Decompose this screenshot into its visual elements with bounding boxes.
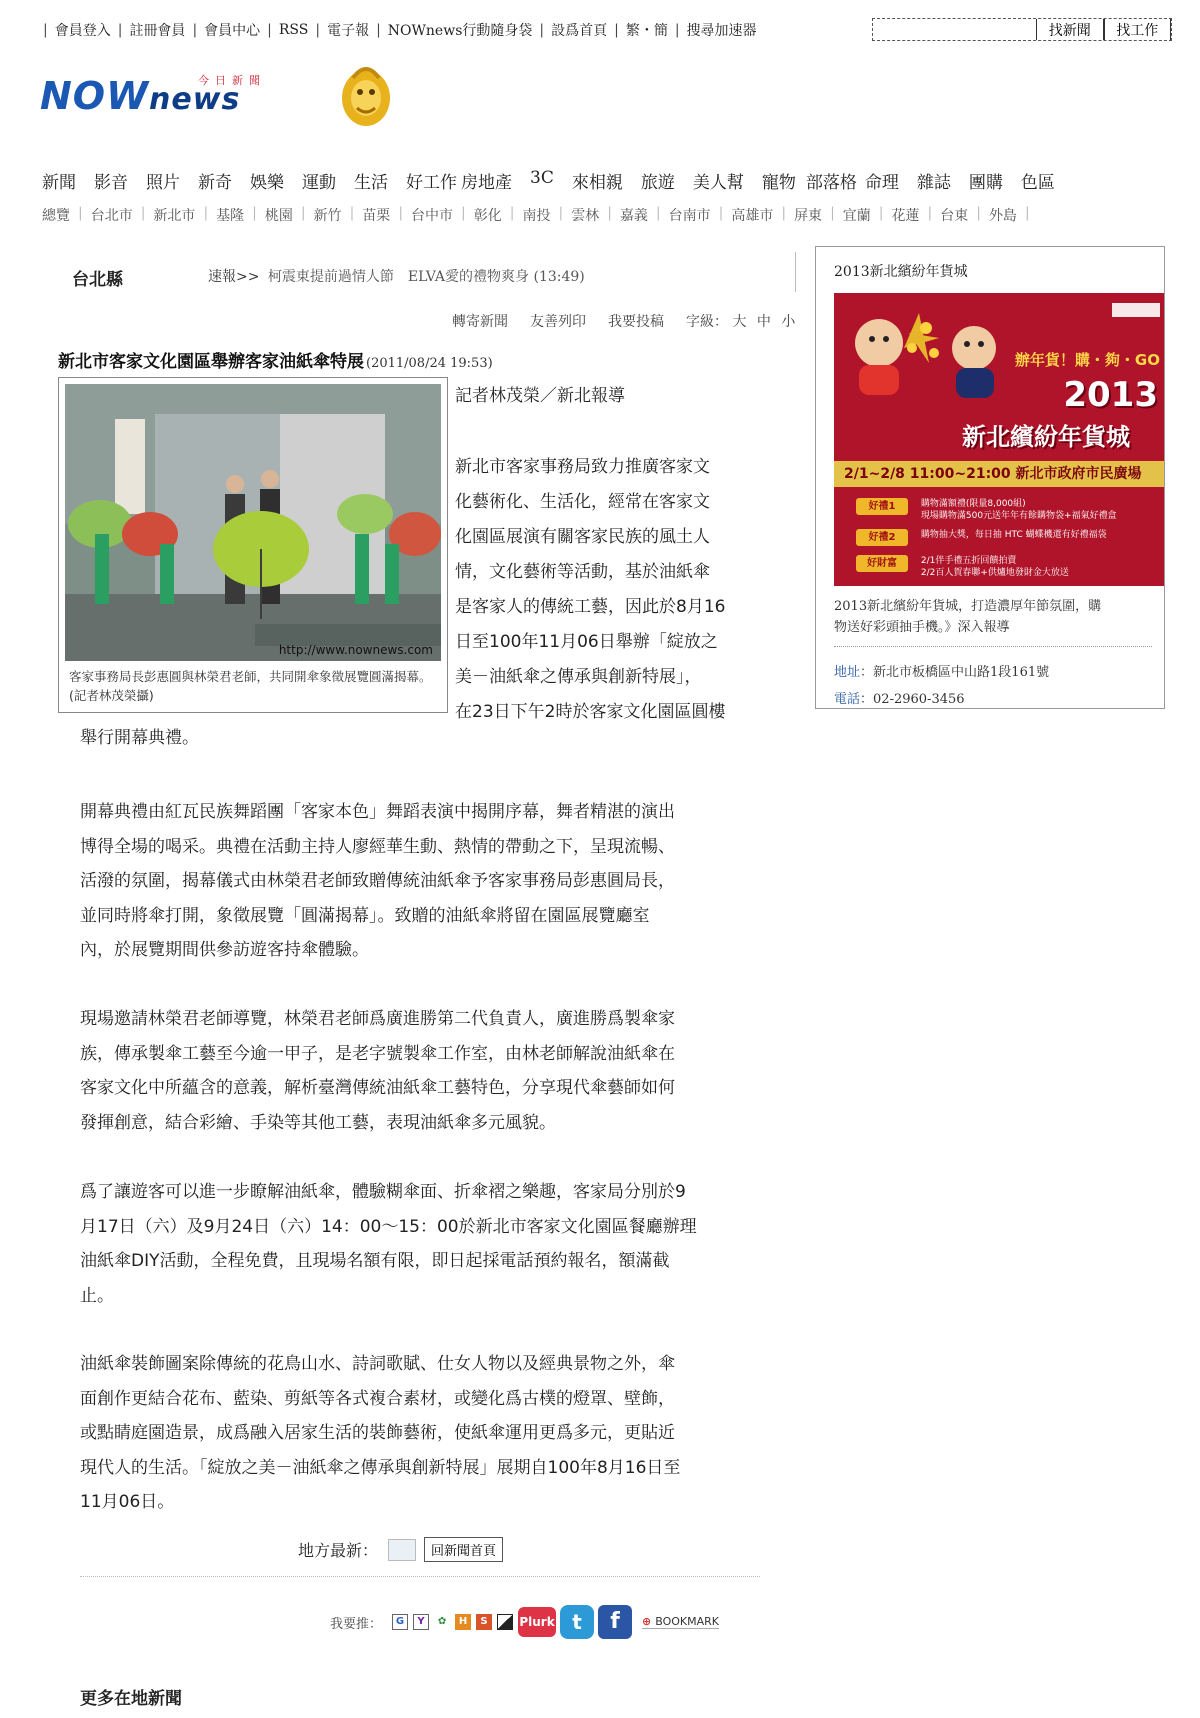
article-lead [455,450,755,730]
banner-name: 新北繽紛年貨城 [962,423,1130,451]
back-to-news-home-button[interactable]: 回新聞首頁 [424,1537,503,1562]
banner-offer-row: 好禮1 購物滿額禮(限量8,000組) 現場購物滿500元送年年有餘購物袋+福氣好禮盒 [856,498,1117,522]
local-nav-item[interactable]: 嘉義 [619,208,648,224]
trad-simp-link[interactable]: 繁・簡 [625,23,668,39]
top-search [872,18,1172,41]
local-nav-item[interactable]: 高雄市 [731,208,774,224]
banner-year: 2013 [1063,375,1158,415]
plus-icon: ⊕ [642,1615,652,1628]
set-homepage-link[interactable]: 設爲首頁 [551,23,608,39]
find-news-button[interactable]: 找新聞 [1036,19,1104,40]
local-nav-item[interactable]: 苗栗 [362,208,391,224]
local-nav-item[interactable]: 基隆 [216,208,245,224]
ticker-item[interactable]: 柯震東提前過情人節 ELVA愛的禮物爽身 (13:49) [267,269,585,285]
article-headline [58,347,493,372]
local-nav-item[interactable]: 新竹 [313,208,342,224]
divider [80,1576,760,1577]
lead-line: 化藝術化、生活化，經常在客家文 [455,492,710,512]
local-nav-item[interactable]: 台南市 [668,208,711,224]
article-byline: 記者林茂榮／新北報導 [455,386,625,406]
latest-label: 地方最新： [298,1541,379,1560]
bookmark-button[interactable]: ⊕ BOOKMARK [642,1615,719,1628]
article-tools [452,311,801,331]
search-accelerator-link[interactable]: 搜尋加速器 [686,23,757,39]
font-size-small[interactable]: 小 [781,314,796,330]
funp-icon[interactable]: S [476,1614,492,1630]
nav-item[interactable]: 新聞 [42,173,76,193]
print-link[interactable]: 友善列印 [530,314,586,330]
local-nav-item[interactable]: 南投 [522,208,551,224]
lead-line: 日至100年11月06日舉辦「綻放之 [455,632,718,652]
dragon-mascot-icon [335,58,397,130]
local-nav-item[interactable]: 彰化 [473,208,502,224]
umbrella-ceremony-photo [65,384,441,661]
local-nav-item[interactable]: 台東 [940,208,969,224]
deep-report-link[interactable]: 》深入報導 [944,620,1010,635]
nav-item[interactable]: 娛樂 [250,173,284,193]
find-job-button[interactable]: 找工作 [1104,19,1172,40]
phone-label: 電話 [834,692,861,707]
news-ticker [208,266,585,286]
local-latest [298,1537,503,1562]
search-input[interactable] [873,19,1036,40]
local-nav-item[interactable]: 新北市 [153,208,196,224]
headline-time: (2011/08/24 19:53) [366,356,493,371]
nav-item[interactable]: 旅遊 [640,173,675,193]
article-paragraph: 油紙傘裝飾圖案除傳統的花鳥山水、詩詞歌賦、仕女人物以及經典景物之外，傘 面創作更結合花布、藍染、剪紙等各式複合素材，或變化爲古樸的燈罩、壁飾， 或點睛庭園造景，成爲融入居家生活的裝飾藝術，使紙傘運用更爲多元，更貼近 現代人的生活。「綻放之美－油紙傘之傳承與創新特展」展期自100年8月16日至 11月06日。 [80,1354,681,1512]
lead-line: 是客家人的傳統工藝，因此於8月16 [455,597,726,617]
sidebar-ad-box [815,246,1165,709]
nav-item[interactable]: 生活 [354,173,388,193]
lead-tail: 舉行開幕典禮。 [80,728,199,748]
register-link[interactable]: 註冊會員 [129,23,186,39]
local-nav-item[interactable]: 雲林 [571,208,600,224]
article-figure [58,377,448,713]
google-icon[interactable]: G [392,1614,408,1630]
article-paragraph: 現場邀請林榮君老師導覽，林榮君老師爲廣進勝第二代負責人，廣進勝爲製傘家 族，傳承製傘工藝至今逾一甲子，是老字號製傘工作室，由林老師解說油紙傘在 客家文化中所蘊含的意義，解析臺灣傳統油紙傘工藝特色，分享現代傘藝師如何 發揮創意，結合彩繪、手染等其他工藝，表現油紙傘多元風貌。 [80,1009,675,1133]
nav-item[interactable]: 寵物 [761,173,796,193]
lead-line: 情，文化藝術等活動，基於油紙傘 [455,562,710,582]
headline-text: 新北市客家文化園區舉辦客家油紙傘特展 [58,352,364,372]
font-size-label: 字級： [686,314,728,330]
mobile-link[interactable]: NOWnews行動隨身袋 [387,23,533,39]
rss-link[interactable]: RSS [278,22,309,38]
local-nav-item[interactable]: 花蓮 [891,208,920,224]
sidebar-contact: 地址：新北市板橋區中山路1段161號 電話：02-2960-3456 [834,665,1050,707]
logo-subtitle: 今日新聞 [198,74,266,87]
address-value: 新北市板橋區中山路1段161號 [873,665,1050,680]
divider [834,646,1152,647]
more-local-news-heading: 更多在地新聞 [80,1689,182,1709]
new-year-market-banner[interactable] [834,293,1164,586]
font-size-medium[interactable]: 中 [756,314,771,330]
nav-item[interactable]: 新奇 [198,173,232,193]
site-logo[interactable] [40,58,400,138]
banner-offer-row: 好禮2 購物抽大獎，每日抽 HTC 蝴蝶機還有好禮福袋 [856,529,1107,546]
logo-wordmark: NOWnews [40,74,241,118]
banner-offer-row: 好財富 2/1伴手禮五折回饋拍賣 2/2百人賀春聯+供爐地發財金大放送 [856,555,1069,579]
member-center-link[interactable]: 會員中心 [204,23,261,39]
share-label: 我要推： [330,1616,383,1632]
nav-item[interactable]: 3C [530,168,554,188]
udn-icon[interactable]: ✿ [434,1614,450,1630]
lead-line: 在23日下午2時於客家文化園區圓樓 [455,702,726,722]
nav-item[interactable]: 房地產 [461,173,512,193]
nav-item[interactable]: 照片 [146,173,180,193]
nav-item[interactable]: 色區 [1020,173,1055,193]
nav-item[interactable]: 影音 [94,173,128,193]
lead-line: 美－油紙傘之傳承與創新特展」， [455,667,702,687]
phone-value: 02-2960-3456 [873,692,965,707]
submit-link[interactable]: 我要投稿 [608,314,664,330]
photo-caption: 客家事務局長彭惠圓與林榮君老師，共同開傘象徵展覽圓滿揭幕。(記者林茂榮攝) [69,669,432,703]
local-nav: 總覽 | 台北市 | 新北市 | 基隆 | 桃園 | 新竹 | 苗栗 | 台中市 | 彰化 | 南投 | 雲林 | 嘉義 | 台南市 | 高雄市 | 屏東 | 宜蘭 | 花蓮 | 台東 | 外島 | [42,205,1030,224]
photo-watermark: http://www.nownews.com [278,643,433,657]
nav-item[interactable]: 美人幫 [692,173,744,193]
region-title: 台北縣 [72,270,123,290]
local-nav-item[interactable]: 桃園 [264,208,293,224]
nav-item[interactable]: 命理 [864,173,899,193]
local-nav-item[interactable]: 屏東 [794,208,823,224]
facebook-icon[interactable]: f [598,1605,632,1639]
local-nav-item[interactable]: 外島 [988,208,1017,224]
twitter-icon[interactable]: t [560,1605,594,1639]
main-nav [42,168,1073,193]
nav-item[interactable]: 運動 [302,173,336,193]
article-paragraph: 爲了讓遊客可以進一步瞭解油紙傘，體驗糊傘面、折傘褶之樂趣，客家局分別於9 月17日（六）及9月24日（六）14：00～15：00於新北市客家文化園區餐廳辦理 油紙傘DIY活動，全程免費，且現場名額有限，即日起採電話預約報名，額滿截 止。 [80,1182,697,1306]
delicious-icon[interactable] [497,1614,513,1630]
banner-tagline: 辦年貨！購・夠・GO [1014,351,1160,369]
sidebar-title[interactable]: 2013新北繽紛年貨城 [834,264,968,280]
address-label: 地址 [834,665,861,680]
nav-item[interactable]: 部落格 [805,173,857,193]
local-nav-item[interactable]: 總覽 [42,208,70,224]
local-nav-item[interactable]: 台北市 [90,208,133,224]
login-link[interactable]: 會員登入 [54,23,111,39]
yahoo-icon[interactable]: Y [413,1614,429,1630]
newsletter-link[interactable]: 電子報 [327,23,370,39]
lead-line: 化園區展演有關客家民族的風土人 [455,527,710,547]
plurk-icon[interactable]: Plurk [518,1607,556,1637]
font-size-control [686,311,801,331]
nav-item[interactable]: 來相親 [571,173,623,193]
top-links: | 會員登入 | 註冊會員 | 會員中心 | RSS | 電子報 | NOWnews行動隨身袋 | 設爲首頁 | 繁・簡 | 搜尋加速器 [43,22,757,39]
article-photo[interactable] [65,384,441,661]
sidebar-description: 2013新北繽紛年貨城，打造濃厚年節氛圍，購 物送好彩頭抽手機。》深入報導 [834,599,1102,635]
latest-select[interactable] [388,1539,416,1561]
nav-item[interactable]: 團購 [968,173,1003,193]
forward-link[interactable]: 轉寄新聞 [452,314,508,330]
lead-line: 新北市客家事務局致力推廣客家文 [455,457,710,477]
local-nav-item[interactable]: 台中市 [411,208,454,224]
article-paragraph: 開幕典禮由紅瓦民族舞蹈團「客家本色」舞蹈表演中揭開序幕，舞者精湛的演出 博得全場的喝采。典禮在活動主持人廖經華生動、熱情的帶動之下，呈現流暢、 活潑的氛圍，揭幕儀式由林榮君老師致贈傳統油紙傘予客家事務局彭惠圓局長， 並同時將傘打開，象徵展覽「圓滿揭幕」。致贈的油紙傘將留在園區展覽廳室 內，於展覽期間供參訪遊客持傘體驗。 [80,802,675,960]
font-size-large[interactable]: 大 [732,314,747,330]
nav-item[interactable]: 好工作 [406,173,457,193]
ticker-label: 速報>> [208,269,260,285]
divider [795,252,796,292]
nav-item[interactable]: 雜誌 [916,173,951,193]
share-bar [330,1605,719,1639]
local-nav-item[interactable]: 宜蘭 [842,208,871,224]
hemidemi-icon[interactable]: H [455,1614,471,1630]
banner-date-bar: 2/1~2/8 11:00~21:00 新北市政府市民廣場 [834,461,1164,487]
